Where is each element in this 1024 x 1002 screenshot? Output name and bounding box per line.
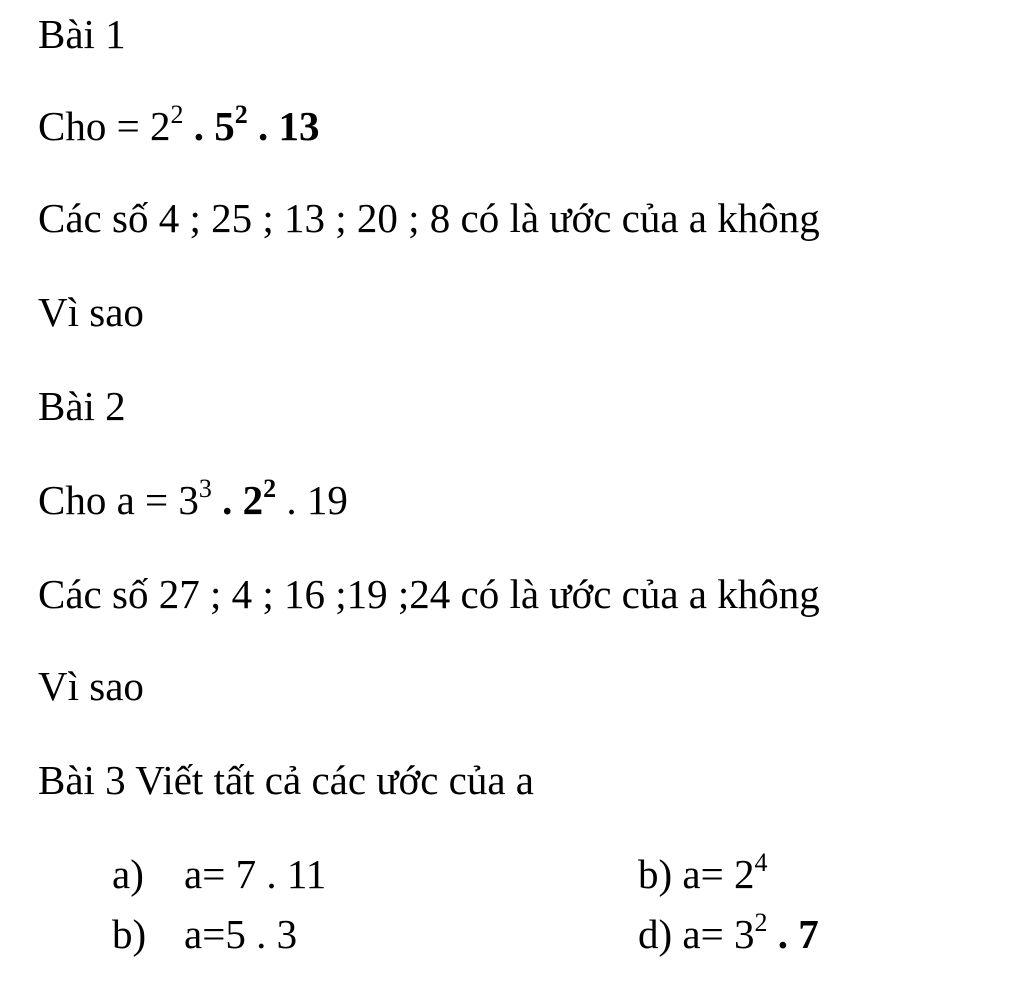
bai1-title: Bài 1 xyxy=(38,11,126,57)
bai2-why: Vì sao xyxy=(38,663,144,709)
bai3-item-a-marker: a) xyxy=(112,851,144,897)
bai1-dot2: . xyxy=(247,103,279,149)
bai3-title: Bài 3 Viết tất cả các ước của a xyxy=(38,757,534,803)
bai1-dot1: . xyxy=(183,103,215,149)
bai3-item-d-factor: 7 xyxy=(798,911,819,957)
bai3-item-b1-marker: b) xyxy=(638,851,673,897)
bai1-exp2: 2 xyxy=(234,100,248,130)
bai1-exp1: 2 xyxy=(170,100,184,130)
bai3-item-d xyxy=(638,910,819,958)
bai3-item-b1-exp: 4 xyxy=(754,848,768,878)
bai3-item-b2 xyxy=(112,910,297,958)
bai3-item-d-dot: . xyxy=(767,911,799,957)
bai1-base2: 5 xyxy=(214,103,235,149)
bai3-item-a-text: a= 7 . 11 xyxy=(184,851,327,897)
bai3-item-d-base: 3 xyxy=(733,911,755,957)
bai2-base1: 3 xyxy=(178,477,199,523)
bai3-item-b1 xyxy=(638,850,767,898)
bai2-question: Các số 27 ; 4 ; 16 ;19 ;24 có là ước của a không xyxy=(38,571,820,617)
bai2-base2: 2 xyxy=(242,477,264,523)
bai3-item-d-exp: 2 xyxy=(754,908,768,938)
bai1-base1: 2 xyxy=(149,103,171,149)
bai3-item-b2-marker: b) xyxy=(112,911,147,957)
bai2-cho-prefix: Cho a = xyxy=(38,477,179,523)
bai3-item-a xyxy=(112,850,326,898)
bai3-item-b1-prefix: a= xyxy=(682,851,734,897)
bai1-question: Các số 4 ; 25 ; 13 ; 20 ; 8 có là ước của a không xyxy=(38,195,820,241)
bai3-item-b2-text: a=5 . 3 xyxy=(184,911,298,957)
bai3-item-d-prefix: a= xyxy=(682,911,734,957)
bai2-dot2: . xyxy=(276,477,307,523)
bai1-expression xyxy=(38,102,319,150)
bai2-factor3: 19 xyxy=(306,477,348,523)
bai1-why: Vì sao xyxy=(38,289,144,335)
bai2-exp2: 2 xyxy=(263,474,277,504)
bai2-exp1: 3 xyxy=(198,474,212,504)
bai1-cho-prefix: Cho = xyxy=(38,103,150,149)
bai2-title: Bài 2 xyxy=(38,383,126,429)
bai3-item-d-marker: d) xyxy=(638,911,673,957)
bai2-dot1: . xyxy=(211,477,243,523)
bai1-factor3: 13 xyxy=(278,103,320,149)
bai3-item-b1-base: 2 xyxy=(733,851,755,897)
bai2-expression xyxy=(38,476,348,524)
